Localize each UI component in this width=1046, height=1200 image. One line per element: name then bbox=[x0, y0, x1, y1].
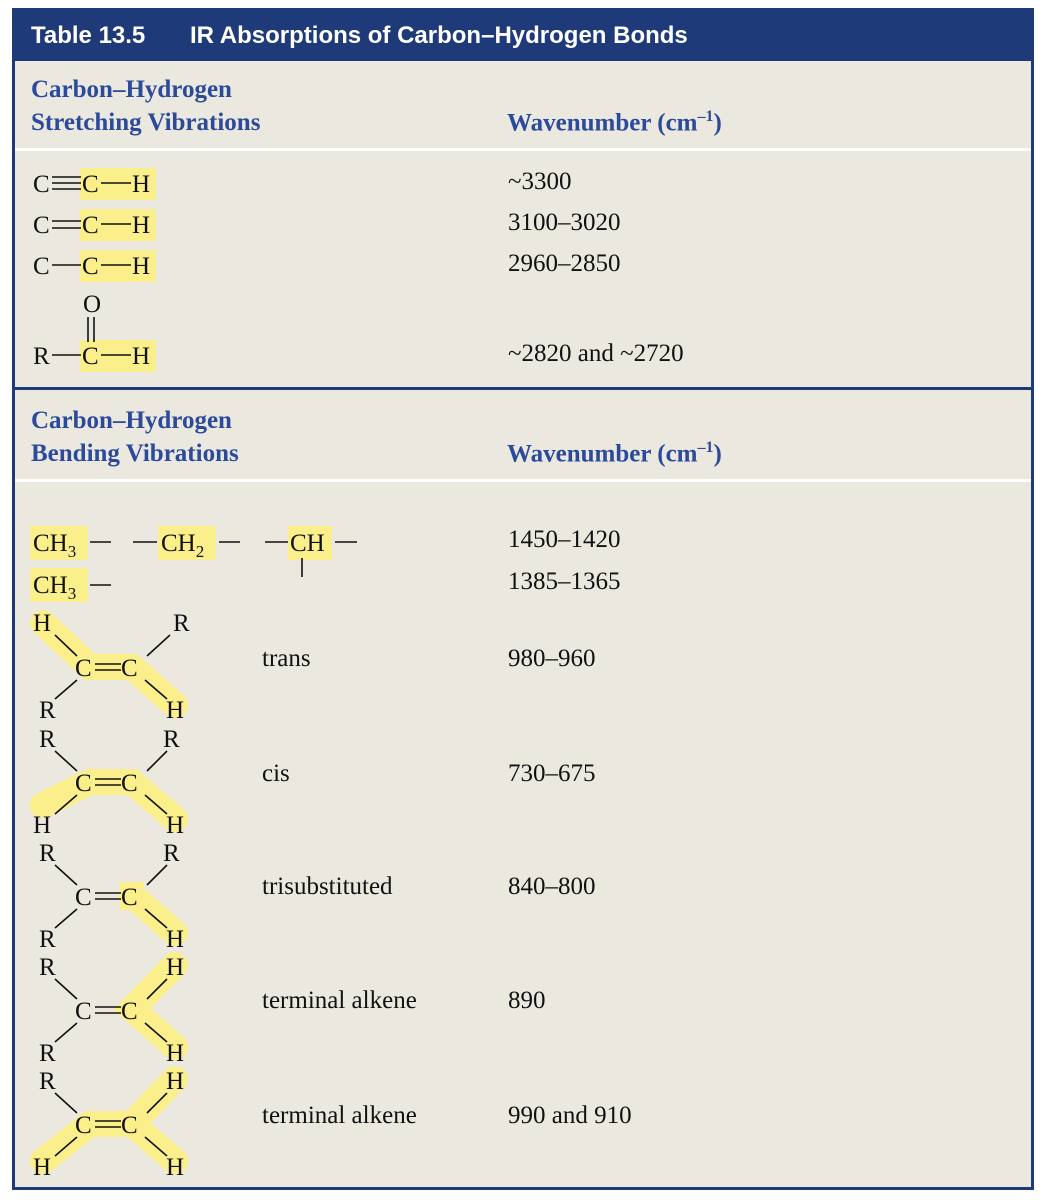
svg-text:H: H bbox=[166, 926, 185, 953]
structure-alkyne bbox=[33, 168, 156, 200]
bending-heading-line2: Bending Vibrations bbox=[31, 440, 239, 467]
chemical-structures bbox=[15, 11, 495, 1187]
stretch-value-aldehyde: ~2820 and ~2720 bbox=[508, 340, 684, 367]
stretching-heading-line2: Stretching Vibrations bbox=[31, 109, 261, 136]
svg-text:R: R bbox=[39, 954, 56, 981]
svg-text:R: R bbox=[173, 610, 190, 637]
bend-value-terminal-1: 890 bbox=[508, 987, 546, 1014]
structure-terminal-alkene-2 bbox=[33, 1068, 184, 1181]
svg-text:C: C bbox=[121, 770, 138, 797]
svg-text:H: H bbox=[166, 1154, 185, 1181]
structure-ch3 bbox=[30, 568, 111, 603]
svg-text:R: R bbox=[163, 726, 180, 753]
stretch-value-alkene: 3100–3020 bbox=[508, 209, 621, 236]
svg-text:C: C bbox=[82, 343, 99, 370]
bending-heading-line1: Carbon–Hydrogen bbox=[31, 407, 232, 434]
label-cis: cis bbox=[262, 760, 290, 787]
svg-text:C: C bbox=[75, 884, 92, 911]
svg-text:C: C bbox=[33, 253, 50, 280]
svg-text:C: C bbox=[75, 770, 92, 797]
bend-value-ch3-ch2-ch: 1450–1420 bbox=[508, 526, 621, 553]
structure-trisubstituted-alkene bbox=[39, 840, 184, 953]
label-terminal-alkene-1: terminal alkene bbox=[262, 987, 417, 1014]
bend-value-cis: 730–675 bbox=[508, 760, 596, 787]
svg-text:H: H bbox=[166, 1068, 185, 1095]
svg-text:CH: CH bbox=[290, 530, 325, 557]
svg-text:H: H bbox=[166, 697, 185, 724]
structure-cis-alkene bbox=[33, 726, 184, 839]
bend-value-trans: 980–960 bbox=[508, 645, 596, 672]
svg-text:H: H bbox=[132, 343, 151, 370]
svg-text:C: C bbox=[33, 171, 50, 198]
svg-text:C: C bbox=[121, 998, 138, 1025]
svg-text:H: H bbox=[132, 212, 151, 239]
svg-text:CH3: $CH_3$ bbox=[33, 572, 77, 603]
bend-value-ch3: 1385–1365 bbox=[508, 568, 621, 595]
svg-text:H: H bbox=[132, 171, 151, 198]
svg-text:R: R bbox=[39, 726, 56, 753]
structure-trans-alkene bbox=[33, 610, 190, 724]
label-terminal-alkene-2: terminal alkene bbox=[262, 1102, 417, 1129]
table-title: IR Absorptions of Carbon–Hydrogen Bonds bbox=[190, 22, 688, 49]
svg-text:H: H bbox=[33, 1154, 52, 1181]
svg-text:R: R bbox=[163, 840, 180, 867]
stretch-value-alkane: 2960–2850 bbox=[508, 250, 621, 277]
table-number: Table 13.5 bbox=[31, 22, 146, 49]
ir-table bbox=[12, 8, 1034, 1190]
structure-aldehyde bbox=[33, 291, 156, 372]
bend-value-terminal-2: 990 and 910 bbox=[508, 1102, 632, 1129]
svg-text:R: R bbox=[39, 840, 56, 867]
stretching-heading-line1: Carbon–Hydrogen bbox=[31, 76, 232, 103]
svg-text:R: R bbox=[39, 926, 56, 953]
stretching-wavenumber-header: Wavenumber $(cm^{-1})$ bbox=[507, 108, 722, 137]
svg-text:H: H bbox=[166, 812, 185, 839]
svg-text:H: H bbox=[166, 954, 185, 981]
svg-text:R: R bbox=[39, 697, 56, 724]
svg-text:C: C bbox=[82, 171, 99, 198]
bend-value-trisubstituted: 840–800 bbox=[508, 873, 596, 900]
svg-text:H: H bbox=[166, 1040, 185, 1067]
label-trans: trans bbox=[262, 645, 311, 672]
svg-text:H: H bbox=[33, 610, 52, 637]
svg-text:O: O bbox=[83, 291, 102, 318]
structure-alkene bbox=[33, 209, 156, 241]
svg-text:C: C bbox=[82, 212, 99, 239]
svg-text:C: C bbox=[75, 998, 92, 1025]
svg-text:C: C bbox=[75, 655, 92, 682]
svg-text:R: R bbox=[39, 1040, 56, 1067]
svg-text:H: H bbox=[132, 253, 151, 280]
structure-alkane bbox=[33, 250, 156, 282]
svg-text:C: C bbox=[82, 253, 99, 280]
svg-text:C: C bbox=[121, 884, 138, 911]
svg-text:H: H bbox=[33, 812, 52, 839]
bending-wavenumber-header: Wavenumber $(cm^{-1})$ bbox=[507, 439, 722, 468]
svg-text:CH3: $CH_3$ bbox=[33, 530, 77, 561]
svg-text:C: C bbox=[121, 1112, 138, 1139]
label-trisubstituted: trisubstituted bbox=[262, 873, 393, 900]
svg-text:C: C bbox=[33, 212, 50, 239]
svg-text:C: C bbox=[75, 1112, 92, 1139]
svg-text:C: C bbox=[121, 655, 138, 682]
svg-text:R: R bbox=[39, 1068, 56, 1095]
svg-text:CH2: $CH_2$ bbox=[161, 530, 205, 561]
svg-text:R: R bbox=[33, 343, 50, 370]
stretch-value-alkyne: ~3300 bbox=[508, 168, 572, 195]
structure-terminal-alkene-1 bbox=[39, 954, 184, 1067]
